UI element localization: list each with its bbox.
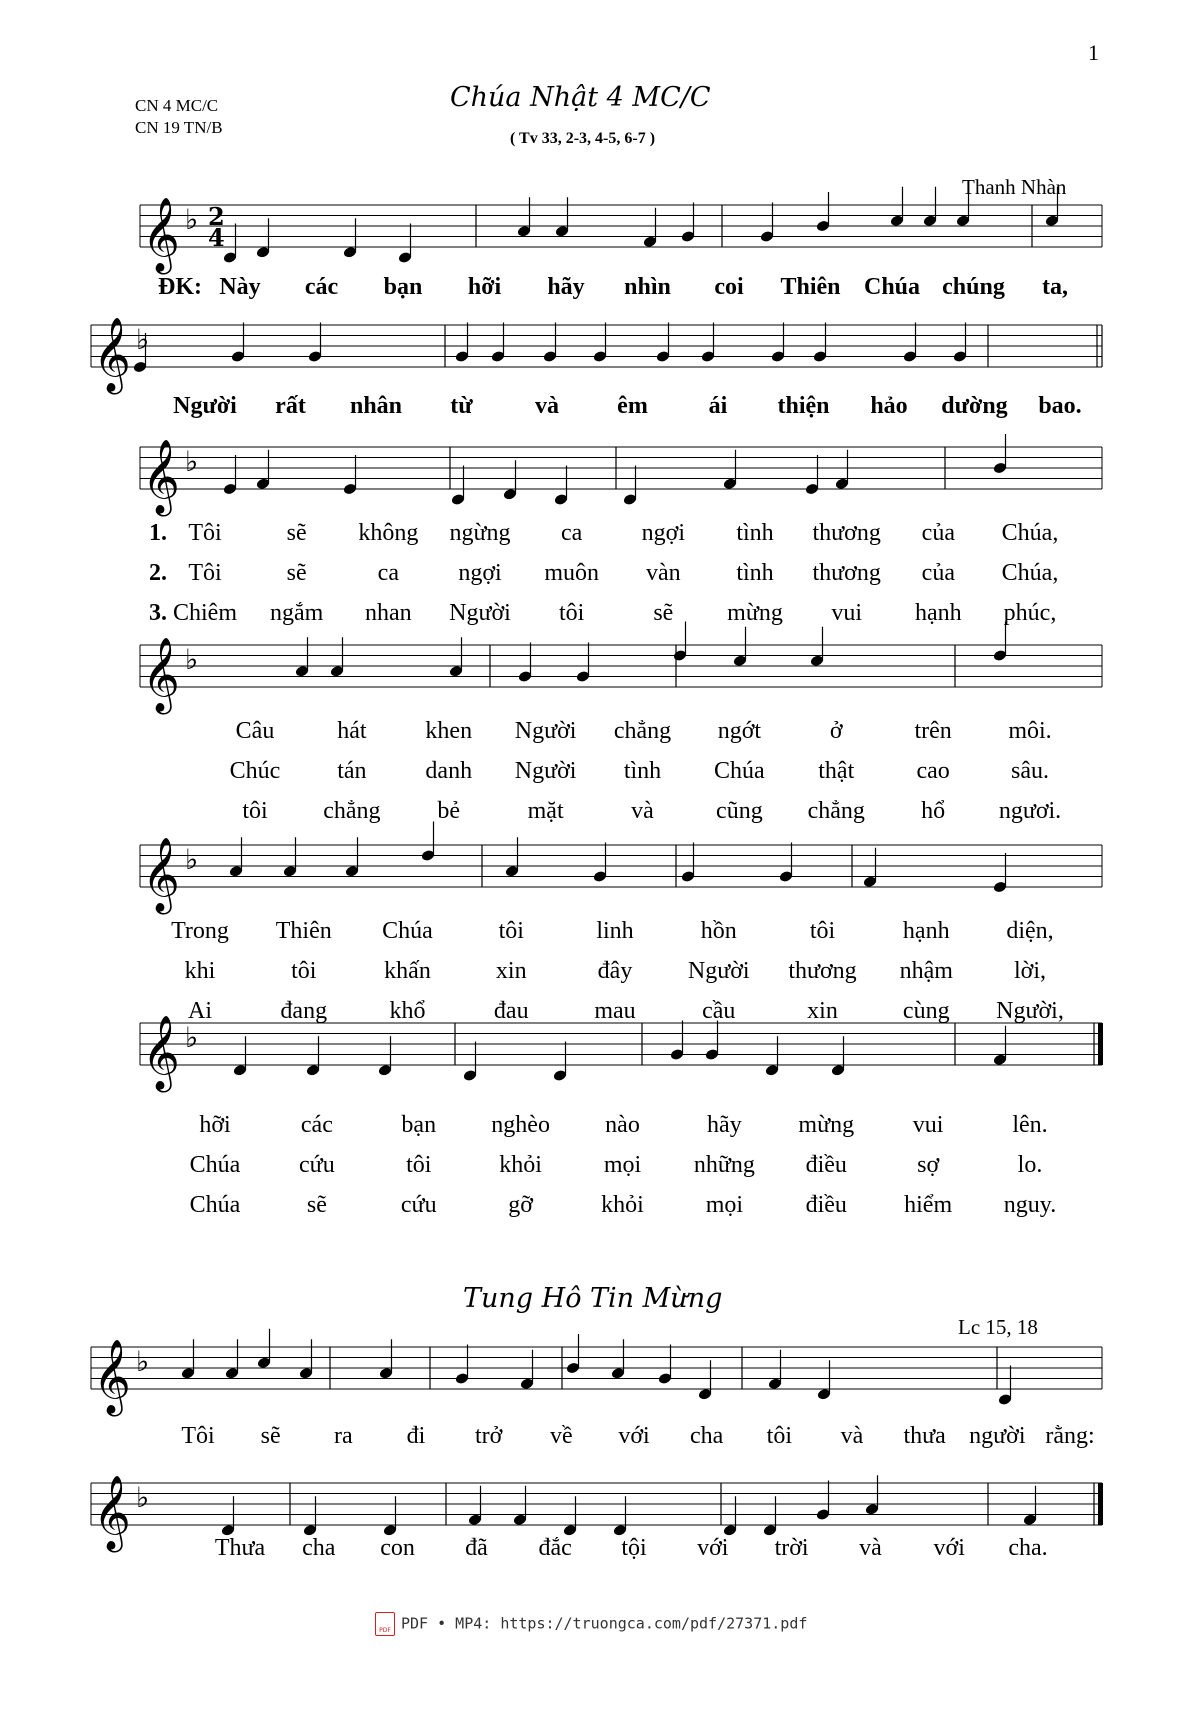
lyric-syllable: ngắm [270,600,324,626]
treble-clef-icon: 𝄞 [93,1340,131,1414]
lyric-syllable: Tôi [188,520,222,546]
lyric-syllable: thương [788,958,857,984]
lyric-syllable: muôn [544,560,600,586]
lyric-syllable: ca [377,560,399,586]
footer-text: PDF • MP4: https://truongca.com/pdf/27371.pdf [401,1614,808,1633]
lyric-syllable: Này [219,274,261,300]
acclamation-lyric-syllable: với [618,1423,650,1449]
lyric-syllable: tôi [498,918,524,944]
lyric-syllable: tôi [242,798,268,824]
gospel-reference: Lc 15, 18 [958,1315,1038,1339]
lyric-syllable: sâu. [1011,758,1049,784]
key-signature-flat-icon: ♭ [185,445,199,479]
lyric-syllable: chẳng [807,798,865,824]
lyric-syllable: coi [714,274,744,300]
acclamation-lyric-syllable: cha [302,1535,336,1561]
acclamation-lyric-syllable: và [840,1423,864,1449]
lyric-syllable: trên [914,718,952,744]
lyric-syllable: hỡi [199,1112,231,1138]
lyric-syllable: hảo [870,393,908,419]
page-number: 1 [1088,40,1099,65]
key-signature-flat-icon: ♭ [136,1481,150,1515]
lyric-syllable: hỡi [467,274,502,300]
lyric-syllable: Chúc [229,758,281,784]
lyric-syllable: tôi [406,1152,432,1178]
lyric-syllable: tình [736,560,774,586]
lyric-syllable: Thiên [275,918,332,944]
lyric-syllable: sẽ [286,560,307,586]
lyric-syllable: ca [561,520,583,546]
lyric-syllable: nhân [349,393,403,419]
lyric-syllable: khen [425,718,473,744]
occasion-line-1: CN 4 MC/C [135,96,219,115]
lyric-syllable: tán [337,758,367,784]
key-signature-flat-icon: ♭ [185,643,199,677]
lyric-syllable: và [631,798,654,824]
lyric-syllable: hiểm [904,1192,953,1218]
lyric-syllable: tôi [291,958,317,984]
footer-link[interactable] [375,1612,807,1636]
lyric-syllable: ở [829,718,843,744]
lyric-syllable: không [358,520,419,546]
lyric-syllable: Chúa, [1001,560,1059,586]
lyric-syllable: nào [605,1112,640,1138]
time-signature-bottom: 4 [208,222,225,252]
acclamation-lyric-syllable: với [697,1535,729,1561]
key-signature-flat-icon: ♭ [185,1021,199,1055]
acclamation-lyric-syllable: tội [621,1535,647,1561]
acclamation-lyric-syllable: cha [690,1423,724,1449]
lyric-syllable: Người [514,758,577,784]
psalm-reference: ( Tv 33, 2-3, 4-5, 6-7 ) [510,130,656,147]
lyric-syllable: ta, [1042,274,1068,300]
key-signature-flat-icon: ♭ [136,1345,150,1379]
lyric-syllable: hát [337,718,367,744]
lyric-syllable: Ai [188,998,212,1024]
lyric-syllable: hồn [700,918,737,944]
lyric-syllable: hạnh [915,600,962,626]
lyric-syllable: Người, [996,998,1064,1024]
final-barline [1098,1483,1103,1525]
lyric-syllable: đây [597,958,633,984]
lyric-syllable: ngợi [641,520,686,546]
lyric-syllable: nhậm [899,958,953,984]
lyric-syllable: êm [617,393,648,419]
acclamation-lyric-syllable: ra [334,1423,353,1449]
lyric-syllable: lời, [1013,958,1047,984]
lyric-syllable: mặt [527,798,564,824]
verse-label: 3. [149,600,167,626]
lyric-syllable: sợ [917,1152,940,1178]
lyric-syllable: gỡ [508,1192,533,1218]
lyric-syllable: tôi [558,600,585,626]
lyric-syllable: Người [173,393,237,419]
lyric-syllable: Chúa [714,758,765,784]
lyric-syllable: chẳng [613,718,672,744]
lyric-syllable: Chiêm [173,600,237,626]
acclamation-lyric-syllable: với [933,1535,965,1561]
acclamation-lyric-syllable: sẽ [260,1423,281,1449]
lyric-syllable: từ [450,393,473,419]
lyric-syllable: điều [805,1152,847,1178]
lyric-syllable: cao [916,758,950,784]
occasion-line-2: CN 19 TN/B [135,118,223,137]
lyric-syllable: khi [184,958,216,984]
acclamation-title: Tung Hô Tin Mừng [463,1283,723,1314]
lyric-syllable: xin [807,998,838,1024]
song-title: Chúa Nhật 4 MC/C [450,82,711,113]
acclamation-lyric-syllable: và [859,1535,882,1561]
lyric-syllable: sẽ [286,520,307,546]
final-barline [1098,1023,1103,1065]
lyric-syllable: khỏi [601,1192,644,1218]
lyric-syllable: hạnh [902,918,950,944]
lyric-syllable: chẳng [323,798,381,824]
lyric-syllable: lên. [1012,1112,1048,1138]
composer: Thanh Nhàn [962,175,1067,199]
lyric-syllable: Câu [235,718,275,744]
lyric-syllable: của [921,560,955,586]
lyric-syllable: linh [596,918,634,944]
lyric-syllable: diện, [1006,918,1054,944]
lyric-syllable: khổ [389,998,426,1024]
key-signature-flat-icon: ♭ [136,323,150,357]
lyric-syllable: những [693,1152,755,1178]
lyric-syllable: các [304,274,339,300]
lyric-syllable: hổ [921,798,946,824]
acclamation-lyric-syllable: đi [406,1423,426,1449]
lyric-syllable: Thiên [780,274,841,300]
treble-clef-icon: 𝄞 [142,440,180,514]
acclamation-lyric-syllable: trời [774,1535,809,1561]
lyric-syllable: môi. [1008,718,1052,744]
lyric-syllable: vui [912,1112,944,1138]
lyric-syllable: sẽ [653,600,674,626]
lyric-syllable: ái [708,393,728,419]
lyric-syllable: cứu [299,1152,335,1178]
lyric-syllable: danh [425,758,473,784]
lyric-syllable: dường [941,393,1008,419]
lyric-syllable: tình [623,758,662,784]
lyric-syllable: bẻ [437,798,461,824]
lyric-syllable: Người [449,600,511,626]
treble-clef-icon: 𝄞 [142,838,180,912]
key-signature-flat-icon: ♭ [185,203,199,237]
lyric-syllable: ngợi [458,560,502,586]
acclamation-lyric-syllable: Tôi [181,1423,215,1449]
lyric-syllable: mừng [727,600,783,626]
lyric-syllable: đau [493,998,529,1024]
lyric-syllable: vàn [646,560,681,586]
lyric-syllable: Trong [171,918,229,944]
acclamation-lyric-syllable: tôi [766,1423,793,1449]
lyric-syllable: mừng [798,1112,855,1138]
lyric-syllable: ngừng [449,520,511,546]
treble-clef-icon: 𝄞 [142,638,180,712]
lyric-syllable: tôi [809,918,836,944]
acclamation-lyric-syllable: người [969,1423,1026,1449]
lyric-syllable: ngươi. [998,798,1062,824]
acclamation-lyric-syllable: về [550,1423,573,1449]
lyric-syllable: ngớt [717,718,762,744]
lyric-syllable: nguy. [1003,1192,1057,1218]
lyric-syllable: Người [687,958,750,984]
acclamation-lyric-syllable: thưa [903,1423,946,1449]
lyric-syllable: bạn [401,1112,437,1138]
acclamation-lyric-syllable: cha. [1008,1535,1048,1561]
lyric-syllable: thương [812,560,881,586]
acclamation-lyric-syllable: trở [474,1423,503,1449]
lyric-syllable: cầu [702,998,736,1024]
lyric-syllable: Chúa [189,1192,241,1218]
lyric-syllable: Chúa [382,918,433,944]
lyric-syllable: cứu [400,1192,437,1218]
treble-clef-icon: 𝄞 [93,1476,131,1550]
time-signature-top: 2 [208,201,225,231]
lyric-syllable: các [300,1112,333,1138]
lyric-syllable: thương [812,520,881,546]
lyric-syllable: khấn [384,958,431,984]
lyric-syllable: lo. [1017,1152,1043,1178]
lyric-syllable: khỏi [499,1152,542,1178]
verse-label: 1. [149,520,167,546]
lyric-syllable: Chúa, [1001,520,1059,546]
lyric-syllable: Tôi [188,560,222,586]
lyric-syllable: vui [831,600,863,626]
lyric-syllable: sẽ [306,1192,327,1218]
verse-label: ĐK: [158,274,202,300]
acclamation-lyric-syllable: Thưa [214,1535,266,1561]
lyric-syllable: điều [805,1192,847,1218]
lyric-syllable: mọi [603,1152,642,1178]
lyric-syllable: của [921,520,955,546]
lyric-syllable: Chúa [189,1152,241,1178]
lyric-syllable: bạn [383,274,423,300]
lyric-syllable: phúc, [1003,600,1057,626]
lyric-syllable: tình [736,520,774,546]
lyric-syllable: thật [818,758,855,784]
lyric-syllable: hãy [707,1112,742,1138]
treble-clef-icon: 𝄞 [93,318,131,392]
lyric-syllable: mau [594,998,636,1024]
lyric-syllable: hãy [547,274,585,300]
lyric-syllable: Chúa [863,274,921,300]
lyric-syllable: rất [275,393,306,419]
lyric-syllable: chúng [942,274,1005,300]
acclamation-lyric-syllable: đã [465,1535,488,1561]
verse-label: 2. [149,560,167,586]
key-signature-flat-icon: ♭ [185,843,199,877]
pdf-icon [375,1612,395,1636]
acclamation-lyric-syllable: con [380,1535,415,1561]
treble-clef-icon: 𝄞 [142,1016,180,1090]
lyric-syllable: đang [280,998,328,1024]
lyric-syllable: Người [514,718,577,744]
lyric-syllable: xin [495,958,527,984]
lyric-syllable: và [535,393,559,419]
acclamation-lyric-syllable: rằng: [1045,1423,1095,1449]
lyric-syllable: nhìn [624,274,671,300]
lyric-syllable: mọi [705,1192,744,1218]
lyric-syllable: bao. [1038,393,1082,419]
lyric-syllable: thiện [777,393,830,419]
lyric-syllable: cũng [716,798,763,824]
lyric-syllable: nhan [365,600,412,626]
treble-clef-icon: 𝄞 [142,198,180,272]
lyric-syllable: cùng [902,998,950,1024]
acclamation-lyric-syllable: đắc [538,1535,572,1561]
lyric-syllable: nghèo [491,1112,550,1138]
